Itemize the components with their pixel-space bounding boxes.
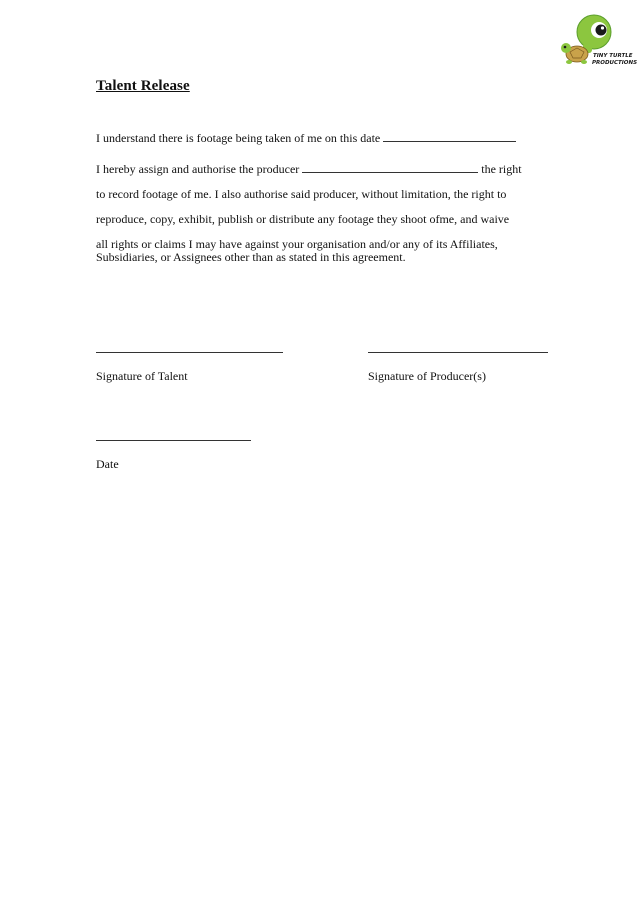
tiny-turtle-logo <box>556 12 638 70</box>
producer-signature-label: Signature of Producer(s) <box>368 369 486 383</box>
producer-name-blank[interactable] <box>302 161 478 173</box>
release-text-line-5: Subsidiaries, or Assignees other than as stated in this agreement. <box>96 250 406 264</box>
date-signature-line[interactable] <box>96 440 251 441</box>
talent-signature-line[interactable] <box>96 352 283 353</box>
release-text-line-2: to record footage of me. I also authorise said producer, without limitation, the right to <box>96 187 507 201</box>
date-blank[interactable] <box>383 130 516 142</box>
release-text-line-4: all rights or claims I may have against your organisation and/or any of its Affiliates, <box>96 237 498 251</box>
talent-signature-label: Signature of Talent <box>96 369 188 383</box>
release-text-line-3: reproduce, copy, exhibit, publish or distribute any footage they shoot ofme, and waive <box>96 212 510 226</box>
footage-date-text: I understand there is footage being taken of me on this date <box>96 131 381 145</box>
assign-line <box>96 157 522 182</box>
document-title: Talent Release <box>96 78 190 94</box>
logo-line2: PRODUCTIONS <box>592 60 638 66</box>
assign-text-end: the right <box>481 162 522 176</box>
footage-date-line <box>96 126 516 151</box>
producer-signature-line[interactable] <box>368 352 548 353</box>
date-label: Date <box>96 457 119 471</box>
assign-text-start: I hereby assign and authorise the producer <box>96 162 300 176</box>
logo-line1: TINY TURTLE <box>593 53 633 59</box>
